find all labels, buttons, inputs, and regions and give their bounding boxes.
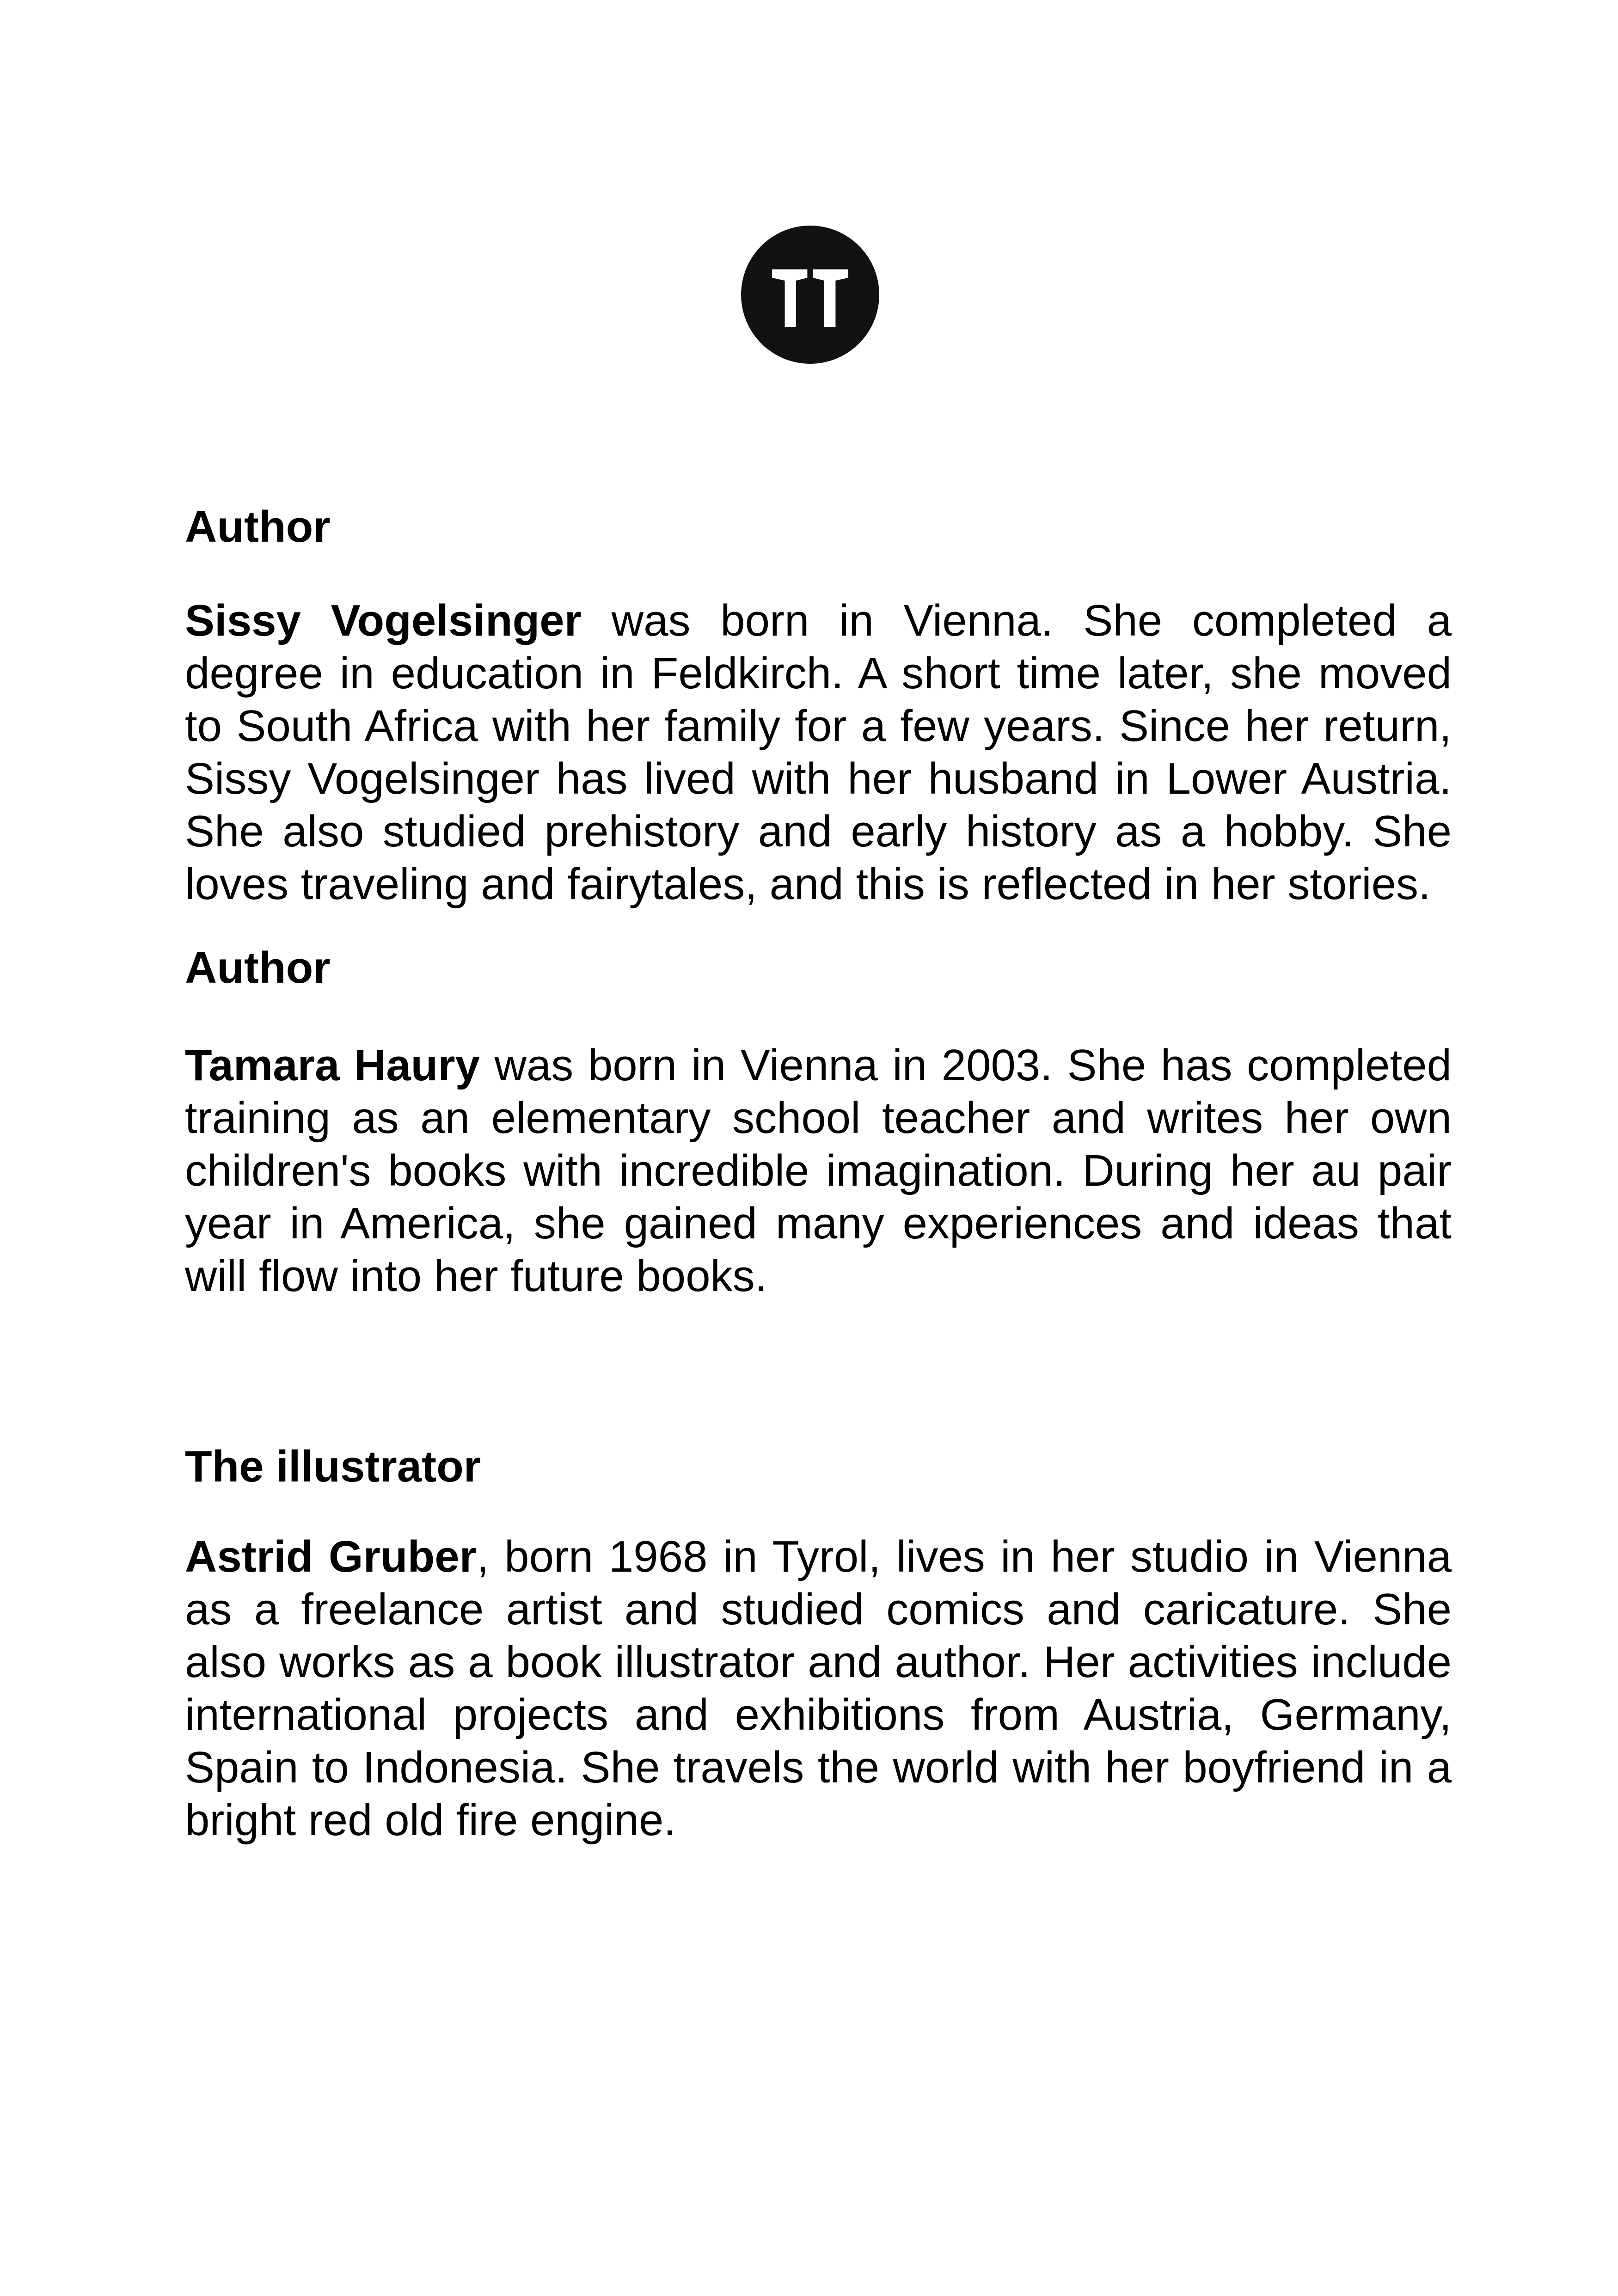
author-name-1: Sissy Vogelsinger (185, 596, 582, 645)
bio-page (185, 499, 1452, 1847)
author-name-2: Tamara Haury (185, 1041, 480, 1090)
author-bio-1 (185, 594, 1452, 911)
section-heading-illustrator: The illustrator (185, 1442, 481, 1491)
illustrator-bio (185, 1531, 1452, 1847)
section-heading-author-1: Author (185, 502, 331, 551)
author-bio-text-2: was born in Vienna in 2003. She has completed training as an elementary school teacher and writes her own children's books with incredible imagination. During her au pair year in America, she gained many experiences and ideas that will flow into her future books. (185, 1041, 1452, 1301)
publisher-logo-icon (740, 224, 881, 365)
illustrator-bio-text: , born 1968 in Tyrol, lives in her studio in Vienna as a freelance artist and studied comics and caricature. She also works as a book illustrator and author. Her activities include international projects and exhibitions from Austria, Germany, Spain to Indonesia. She travels the world with her boyfriend in a bright red old fire engine. (185, 1532, 1452, 1845)
author-bio-2 (185, 1039, 1452, 1303)
author-bio-text-1: was born in Vienna. She completed a degree in education in Feldkirch. A short time later, she moved to South Africa with her family for a few years. Since her return, Sissy Vogelsinger has lived with her husband in Lower Austria. She also studied prehistory and early history as a hobby. She loves traveling and fairytales, and this is reflected in her stories. (185, 596, 1452, 909)
section-heading-author-2: Author (185, 943, 331, 992)
illustrator-name: Astrid Gruber (185, 1532, 477, 1581)
